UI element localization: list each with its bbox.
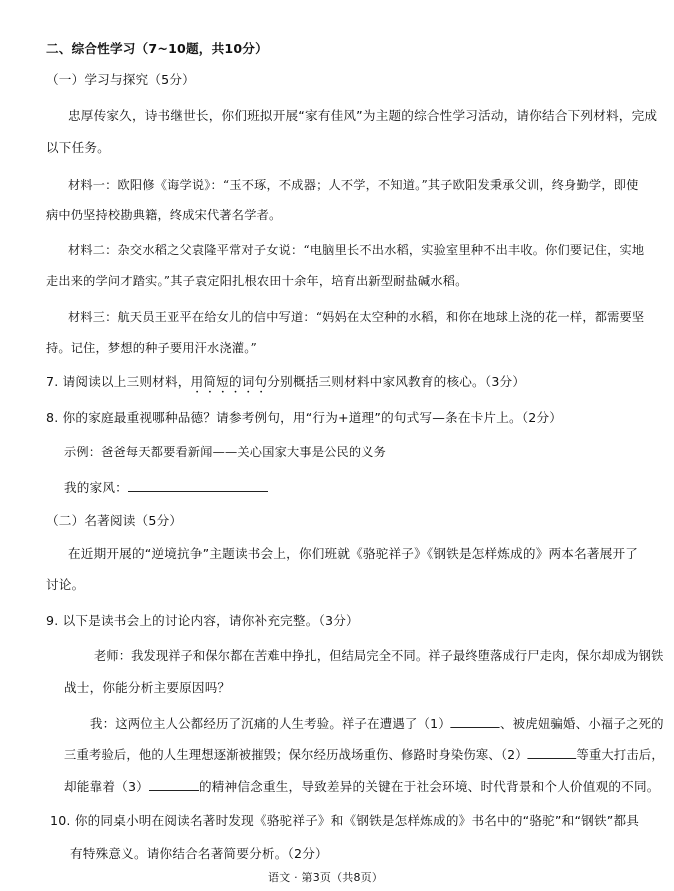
question-7-before: 7. 请阅读以上三则材料， [46, 374, 191, 389]
reply-line [64, 746, 664, 763]
material-line: 病中仍坚持校勘典籍，终成宋代著名学者。 [46, 208, 282, 222]
teacher-line: 战士，你能分析主要原因吗？ [64, 680, 231, 695]
page-footer: 语文 · 第3页（共8页） [268, 871, 384, 884]
question-7-after: 分别概括三则材料中家风教育的核心。（3分） [267, 374, 526, 389]
question-8-answer [64, 479, 268, 496]
teacher-line: 老师：我发现祥子和保尔都在苦难中挣扎，但结局完全不同。祥子最终堕落成行尸走肉，保尔却成为钢铁 [94, 648, 664, 663]
reply-text: 三重考验后，他的人生理想逐渐被摧毁；保尔经历战场重伤、修路时身染伤寒、（2） [64, 747, 528, 762]
reply-text: 的精神信念重生，导致差异的关键在于社会环境、时代背景和个人价值观的不同。 [198, 779, 660, 794]
question-10: 10. 你的同桌小明在阅读名著时发现《骆驼祥子》和《钢铁是怎样炼成的》书名中的“骆驼”和“钢铁”都具 [50, 813, 640, 828]
question-10: 有特殊意义。请你结合名著简要分析。（2分） [70, 846, 328, 861]
part1-intro-line: 忠厚传家久，诗书继世长，你们班拟开展“家有佳风”为主题的综合性学习活动，请你结合下列材料，完成 [68, 108, 658, 123]
answer-blank[interactable] [128, 479, 268, 492]
part1-heading: （一）学习与探究（5分） [46, 72, 195, 87]
fill-blank-2[interactable] [528, 746, 577, 759]
reply-text: 却能靠着（3） [64, 779, 149, 794]
reply-text: 等重大打击后， [576, 747, 664, 762]
question-7-emphasis: 用简短的词句 [190, 374, 268, 389]
material-line: 材料三：航天员王亚平在给女儿的信中写道：“妈妈在太空种的水稻，和你在地球上浇的花一样，都需要坚 [68, 310, 645, 324]
question-8-example: 示例：爸爸每天都要看新闻——关心国家大事是公民的义务 [64, 445, 387, 459]
question-9: 9. 以下是读书会上的讨论内容，请你补充完整。（3分） [46, 613, 359, 628]
material-line: 走出来的学问才踏实。”其子袁定阳扎根农田十余年，培育出新型耐盐碱水稻。 [46, 274, 468, 288]
material-line: 材料二：杂交水稻之父袁隆平常对子女说：“电脑里长不出水稻，实验室里种不出丰收。你们要记住，实地 [68, 243, 645, 257]
part2-intro-line: 讨论。 [46, 577, 85, 592]
reply-line [90, 715, 664, 732]
question-7 [46, 374, 525, 396]
part1-intro-line: 以下任务。 [46, 140, 110, 155]
material-line: 材料一：欧阳修《诲学说》：“玉不琢，不成器；人不学，不知道。”其子欧阳发秉承父训，终身勤学，即使 [68, 178, 639, 192]
answer-label: 我的家风： [64, 480, 128, 495]
fill-blank-3[interactable] [149, 778, 199, 791]
reply-text: 、被虎妞骗婚、小福子之死的 [500, 716, 664, 731]
material-line: 持。记住，梦想的种子要用汗水浇灌。” [46, 341, 257, 355]
question-8: 8. 你的家庭最重视哪种品德？请参考例句，用“行为+道理”的句式写—条在卡片上。（2分） [46, 410, 563, 425]
part2-intro-line: 在近期开展的“逆境抗争”主题读书会上，你们班就《骆驼祥子》《钢铁是怎样炼成的》两本名著展开了 [68, 546, 639, 561]
section-heading: 二、综合性学习（7~10题，共10分） [46, 41, 268, 56]
fill-blank-1[interactable] [451, 715, 500, 728]
part2-heading: （二）名著阅读（5分） [46, 513, 183, 528]
reply-text: 我：这两位主人公都经历了沉痛的人生考验。祥子在遭遇了（1） [90, 716, 451, 731]
reply-line [64, 778, 660, 795]
